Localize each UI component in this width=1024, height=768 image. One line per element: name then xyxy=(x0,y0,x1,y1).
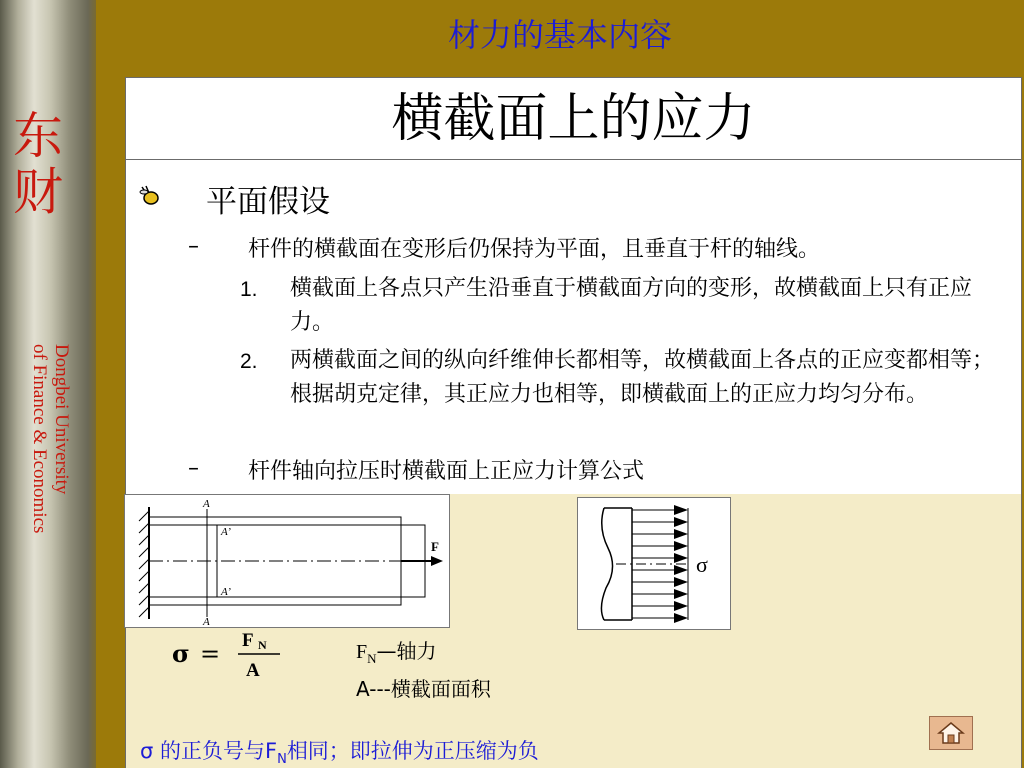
university-name xyxy=(12,344,72,614)
formula-legend xyxy=(356,636,491,704)
slide-title: 横截面上的应力 xyxy=(125,77,1022,160)
item-1-number: 1. xyxy=(240,278,258,301)
home-button[interactable] xyxy=(929,716,973,750)
item-1-text: 横截面上各点只产生沿垂直于横截面方向的变形，故横截面上只有正应力。 xyxy=(290,276,973,335)
label-a-bottom: A xyxy=(203,616,210,627)
bee-bullet-icon xyxy=(138,184,162,208)
label-a-prime-bottom: A’ xyxy=(221,586,231,598)
logo-text xyxy=(8,108,68,220)
logo-char-dong: 东 xyxy=(13,107,63,165)
note-sub: N xyxy=(277,752,287,768)
stress-distribution-figure xyxy=(577,497,731,630)
bullet-plane-assumption: 平面假设 xyxy=(206,184,330,220)
stress-formula xyxy=(168,628,298,692)
sign-convention-note xyxy=(140,735,539,767)
sub-bullet-2: 杆件轴向拉压时横截面上正应力计算公式 xyxy=(248,459,645,484)
stress-diagram xyxy=(578,498,730,629)
sub-bullet-1: 杆件的横截面在变形后仍保持为平面，且垂直于杆的轴线。 xyxy=(248,237,821,262)
bar-diagram xyxy=(125,495,449,627)
note-part-2: 相同；即拉伸为正压缩为负 xyxy=(286,739,539,763)
legend-line-area: A---横截面面积 xyxy=(356,677,491,701)
formula-sigma: σ xyxy=(172,639,190,668)
item-2-text: 两横截面之间的纵向纤维伸长都相等，故横截面上各点的正应变都相等；根据胡克定律，其正应力也相等，即横截面上的正应力均匀分布。 xyxy=(290,348,995,407)
legend-f-sub: N xyxy=(367,651,377,666)
dash-marker-2: – xyxy=(188,456,199,481)
note-part-1: σ 的正负号与F xyxy=(140,739,278,763)
formula-denominator: A xyxy=(246,660,260,681)
university-line-1: Dongbei University xyxy=(51,344,72,495)
university-line-2: of Finance & Economics xyxy=(29,344,50,534)
formula-equals: = xyxy=(200,640,221,668)
item-2-number: 2. xyxy=(240,350,258,373)
dash-marker-1: – xyxy=(188,234,199,259)
home-icon xyxy=(937,721,965,745)
bar-tension-figure xyxy=(124,494,450,628)
legend-f: F xyxy=(356,641,368,663)
label-force-f: F xyxy=(431,539,439,554)
label-sigma: σ xyxy=(696,552,708,577)
formula-numerator: F xyxy=(242,630,254,651)
header-title: 材力的基本内容 xyxy=(447,16,672,54)
label-a-prime-top: A’ xyxy=(221,526,231,538)
legend-line-axial-force xyxy=(356,636,491,674)
formula-numerator-sub: N xyxy=(258,638,267,652)
label-a-top: A xyxy=(203,498,210,510)
content-panel xyxy=(125,160,1022,494)
logo-char-cai: 财 xyxy=(13,163,63,221)
legend-axial-force-text: —轴力 xyxy=(376,639,437,663)
